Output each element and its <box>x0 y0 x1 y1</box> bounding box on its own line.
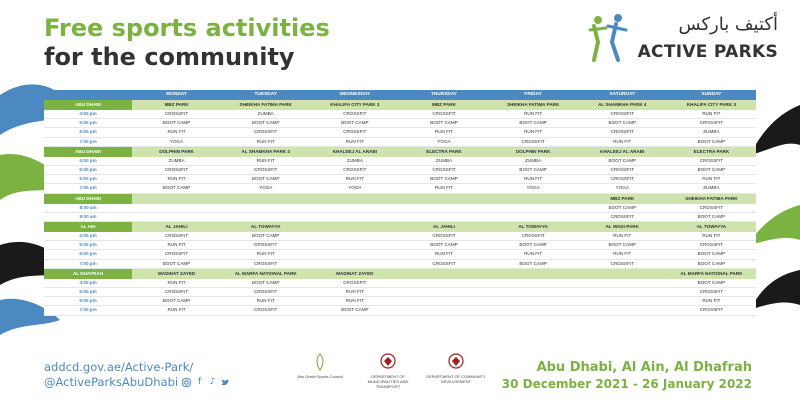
time-slot-row <box>44 306 756 315</box>
activity-cell: CROSSFIT <box>310 110 399 119</box>
activity-cell: RUN FIT <box>667 232 756 241</box>
time-slot-row <box>44 279 756 288</box>
activity-cell: RUN FIT <box>310 297 399 306</box>
day-header-saturday: SATURDAY <box>578 90 667 100</box>
activity-cell <box>399 306 488 315</box>
park-cell: SHEIKHA FATIMA PARK <box>667 193 756 204</box>
uae-falcon-emblem-icon <box>446 352 466 372</box>
park-cell: ELECTRA PARK <box>667 146 756 157</box>
corner-header-cell <box>44 90 132 100</box>
activity-cell: CROSSFIT <box>132 288 221 297</box>
time-slot-row <box>44 157 756 166</box>
time-label: 5:00 pm <box>44 166 132 175</box>
contact-block <box>44 360 230 390</box>
time-label: 4:00 pm <box>44 157 132 166</box>
activity-cell: ZUMBA <box>489 157 578 166</box>
running-figures-icon <box>588 12 632 64</box>
activity-cell: RUN FIT <box>310 175 399 184</box>
city-label: ABU DHABI <box>44 146 132 157</box>
activity-cell: BOOT CAMP <box>667 166 756 175</box>
sponsor-sports-council <box>290 352 350 400</box>
activity-cell <box>310 232 399 241</box>
activity-cell: CROSSFIT <box>310 128 399 137</box>
activity-cell <box>578 306 667 315</box>
time-slot-row <box>44 212 756 221</box>
activity-cell: RUN FIT <box>221 157 310 166</box>
activity-cell: BOOT CAMP <box>667 212 756 221</box>
activity-cell: BOOT CAMP <box>578 241 667 250</box>
activity-cell: BOOT CAMP <box>399 119 488 128</box>
activity-cell: YOGA <box>578 184 667 193</box>
activity-cell: CROSSFIT <box>489 137 578 146</box>
time-label: 6:00 pm <box>44 250 132 259</box>
activity-cell: BOOT CAMP <box>489 241 578 250</box>
time-slot-row <box>44 232 756 241</box>
time-label: 8:00 am <box>44 204 132 213</box>
time-slot-row <box>44 297 756 306</box>
activity-cell: CROSSFIT <box>221 306 310 315</box>
activity-cell <box>310 259 399 268</box>
activity-cell: CROSSFIT <box>667 241 756 250</box>
park-cell: KHALEEJ AL ARABI <box>310 146 399 157</box>
time-label: 6:00 pm <box>44 128 132 137</box>
activity-cell: RUN FIT <box>489 128 578 137</box>
activity-cell: RUN FIT <box>578 137 667 146</box>
activity-cell: YOGA <box>221 184 310 193</box>
activity-cell: BOOT CAMP <box>310 306 399 315</box>
activity-cell: CROSSFIT <box>221 166 310 175</box>
activity-cell: CROSSFIT <box>310 166 399 175</box>
park-cell <box>489 193 578 204</box>
activity-cell: BOOT CAMP <box>489 259 578 268</box>
activity-cell: RUN FIT <box>399 184 488 193</box>
event-dates: 30 December 2021 - 26 January 2022 <box>501 377 752 391</box>
activity-cell: RUN FIT <box>578 250 667 259</box>
activity-cell: ZUMBA <box>132 157 221 166</box>
activity-cell: RUN FIT <box>578 232 667 241</box>
page-title <box>44 14 330 72</box>
activity-cell <box>489 212 578 221</box>
park-cell: AL MARFA NATIONAL PARK <box>221 268 310 279</box>
activity-cell <box>221 212 310 221</box>
activity-cell: CROSSFIT <box>399 259 488 268</box>
activity-cell <box>489 306 578 315</box>
park-cell: AL JAHILI <box>399 222 488 233</box>
time-label: 7:00 pm <box>44 306 132 315</box>
park-cell: MBZ PARK <box>578 193 667 204</box>
sponsor-municipalities <box>358 352 418 400</box>
website-link[interactable]: addcd.gov.ae/Active-Park/ <box>44 360 194 374</box>
activity-cell: ZUMBA <box>310 157 399 166</box>
park-cell: AL WADI PARK <box>578 222 667 233</box>
park-cell: SHEIKHA FATIMA PARK <box>489 100 578 110</box>
park-cell: AL JAHILI <box>132 222 221 233</box>
time-label: 7:00 pm <box>44 259 132 268</box>
park-cell: AL TOWAYYA <box>667 222 756 233</box>
park-cell: AL TOWAYYA <box>489 222 578 233</box>
day-header-row <box>44 90 756 100</box>
activity-cell: CROSSFIT <box>578 259 667 268</box>
activity-cell <box>399 212 488 221</box>
park-cell <box>221 193 310 204</box>
activity-cell: CROSSFIT <box>578 128 667 137</box>
city-label: ABU DHABI <box>44 100 132 110</box>
activity-cell <box>489 288 578 297</box>
park-cell: KHALIFA CITY PARK 3 <box>310 100 399 110</box>
activity-cell: CROSSFIT <box>310 279 399 288</box>
activity-cell: CROSSFIT <box>667 119 756 128</box>
time-label: 5:00 pm <box>44 119 132 128</box>
time-label: 5:00 pm <box>44 288 132 297</box>
activity-cell: CROSSFIT <box>132 166 221 175</box>
activity-cell <box>310 204 399 213</box>
activity-cell: RUN FIT <box>132 306 221 315</box>
day-header-friday: FRIDAY <box>489 90 578 100</box>
time-label: 9:00 am <box>44 212 132 221</box>
city-label: AL AIN <box>44 222 132 233</box>
activity-cell <box>310 250 399 259</box>
activity-cell: BOOT CAMP <box>667 279 756 288</box>
activity-cell: CROSSFIT <box>132 250 221 259</box>
activity-cell: BOOT CAMP <box>489 166 578 175</box>
activity-cell: CROSSFIT <box>221 288 310 297</box>
park-cell <box>489 268 578 279</box>
facebook-icon[interactable]: f <box>197 377 202 387</box>
activity-cell: RUN FIT <box>667 110 756 119</box>
activity-cell: BOOT CAMP <box>667 259 756 268</box>
activity-cell: RUN FIT <box>221 250 310 259</box>
time-slot-row <box>44 110 756 119</box>
schedule-table <box>44 90 756 316</box>
activity-cell: YOGA <box>310 184 399 193</box>
time-slot-row <box>44 184 756 193</box>
time-label: 7:00 pm <box>44 184 132 193</box>
activity-cell: ZUMBA <box>399 157 488 166</box>
time-label: 5:00 pm <box>44 241 132 250</box>
activity-cell <box>578 279 667 288</box>
park-cell: ELECTRA PARK <box>399 146 488 157</box>
activity-cell: CROSSFIT <box>221 241 310 250</box>
time-slot-row <box>44 204 756 213</box>
activity-cell: CROSSFIT <box>489 232 578 241</box>
time-slot-row <box>44 288 756 297</box>
city-label: AL DHAFRAH <box>44 268 132 279</box>
activity-cell <box>310 241 399 250</box>
day-header-monday: MONDAY <box>132 90 221 100</box>
time-label: 6:00 pm <box>44 297 132 306</box>
park-cell: MBZ PARK <box>399 100 488 110</box>
activity-cell: RUN FIT <box>310 137 399 146</box>
activity-cell: BOOT CAMP <box>221 175 310 184</box>
activity-cell: RUN FIT <box>667 297 756 306</box>
park-cell: AL SHAMKHA PARK 4 <box>578 100 667 110</box>
activity-cell: BOOT CAMP <box>221 232 310 241</box>
activity-cell: CROSSFIT <box>132 110 221 119</box>
social-handle[interactable]: @ActiveParksAbuDhabi <box>44 375 179 389</box>
time-label: 6:00 pm <box>44 175 132 184</box>
activity-cell: CROSSFIT <box>399 110 488 119</box>
activity-cell: ZUMBA <box>221 110 310 119</box>
park-cell <box>310 222 399 233</box>
day-header-wednesday: WEDNESDAY <box>310 90 399 100</box>
activity-cell <box>310 212 399 221</box>
activity-cell: BOOT CAMP <box>578 204 667 213</box>
activity-cell: CROSSFIT <box>667 157 756 166</box>
park-cell <box>399 268 488 279</box>
sports-council-emblem-icon <box>310 352 330 372</box>
logo-english-text: ACTIVE PARKS <box>637 42 778 62</box>
activity-cell: RUN FIT <box>132 241 221 250</box>
activity-cell: BOOT CAMP <box>578 157 667 166</box>
activity-cell: CROSSFIT <box>578 110 667 119</box>
park-cell: AL MARFA NATIONAL PARK <box>667 268 756 279</box>
activity-cell <box>489 204 578 213</box>
activity-cell <box>399 279 488 288</box>
time-slot-row <box>44 166 756 175</box>
activity-cell <box>399 297 488 306</box>
city-row <box>44 193 756 204</box>
park-cell <box>132 193 221 204</box>
event-locations: Abu Dhabi, Al Ain, Al Dhafrah <box>536 360 752 375</box>
activity-cell <box>132 204 221 213</box>
activity-cell: BOOT CAMP <box>310 119 399 128</box>
activity-cell: BOOT CAMP <box>667 137 756 146</box>
activity-cell: CROSSFIT <box>667 288 756 297</box>
activity-cell: BOOT CAMP <box>132 297 221 306</box>
activity-cell: CROSSFIT <box>667 306 756 315</box>
time-slot-row <box>44 119 756 128</box>
park-cell: MADINAT ZAYED <box>132 268 221 279</box>
instagram-icon[interactable] <box>182 378 191 387</box>
time-label: 4:00 pm <box>44 232 132 241</box>
park-cell: SHEIKHA FATIMA PARK <box>221 100 310 110</box>
time-slot-row <box>44 241 756 250</box>
activity-cell: BOOT CAMP <box>399 175 488 184</box>
park-cell: DOLPHIN PARK <box>489 146 578 157</box>
activity-cell: YOGA <box>399 137 488 146</box>
time-label: 4:00 pm <box>44 279 132 288</box>
activity-cell: BOOT CAMP <box>489 119 578 128</box>
park-cell <box>310 193 399 204</box>
sponsor-caption: DEPARTMENT OF COMMUNITY DEVELOPMENT <box>426 374 486 384</box>
city-row <box>44 222 756 233</box>
tiktok-icon[interactable]: ♪ <box>209 377 216 387</box>
time-label: 4:00 pm <box>44 110 132 119</box>
activity-cell: YOGA <box>489 184 578 193</box>
active-parks-logo <box>588 8 778 72</box>
activity-cell <box>489 279 578 288</box>
activity-cell: BOOT CAMP <box>578 119 667 128</box>
activity-cell: BOOT CAMP <box>132 259 221 268</box>
time-slot-row <box>44 137 756 146</box>
city-row <box>44 146 756 157</box>
activity-cell <box>132 212 221 221</box>
activity-cell: ZUMBA <box>667 184 756 193</box>
activity-cell: RUN FIT <box>399 250 488 259</box>
activity-cell <box>221 204 310 213</box>
activity-cell: RUN FIT <box>132 279 221 288</box>
activity-cell: RUN FIT <box>132 175 221 184</box>
activity-cell: CROSSFIT <box>132 232 221 241</box>
park-cell <box>399 193 488 204</box>
twitter-icon[interactable] <box>221 378 230 387</box>
activity-cell: RUN FIT <box>399 128 488 137</box>
park-cell: MBZ PARK <box>132 100 221 110</box>
park-cell: AL TOWAYYA <box>221 222 310 233</box>
day-header-sunday: SUNDAY <box>667 90 756 100</box>
activity-cell: RUN FIT <box>489 110 578 119</box>
day-header-tuesday: TUESDAY <box>221 90 310 100</box>
park-cell <box>578 268 667 279</box>
park-cell: KHALEEJ AL ARABI <box>578 146 667 157</box>
time-slot-row <box>44 250 756 259</box>
activity-cell: BOOT CAMP <box>132 119 221 128</box>
activity-cell: BOOT CAMP <box>221 279 310 288</box>
activity-cell: RUN FIT <box>489 175 578 184</box>
sponsor-caption: DEPARTMENT OF MUNICIPALITIES AND TRANSPORT <box>367 374 409 389</box>
activity-cell: RUN FIT <box>132 128 221 137</box>
activity-cell: RUN FIT <box>310 288 399 297</box>
title-line-2: for the community <box>44 42 295 71</box>
activity-cell: RUN FIT <box>489 250 578 259</box>
uae-falcon-emblem-icon <box>378 352 398 372</box>
activity-cell: BOOT CAMP <box>667 250 756 259</box>
park-cell: MADINAT ZAYED <box>310 268 399 279</box>
activity-cell: RUN FIT <box>221 137 310 146</box>
activity-cell: RUN FIT <box>221 297 310 306</box>
logo-arabic-text: أكتيف باركس <box>678 14 778 35</box>
title-line-1: Free sports activities <box>44 14 330 42</box>
sponsor-caption: Abu Dhabi Sports Council <box>297 374 343 379</box>
city-label: ABU DHABI <box>44 193 132 204</box>
activity-cell: CROSSFIT <box>399 232 488 241</box>
activity-cell <box>578 297 667 306</box>
sponsor-logos <box>290 352 490 400</box>
time-slot-row <box>44 175 756 184</box>
activity-cell: BOOT CAMP <box>132 184 221 193</box>
activity-cell <box>578 288 667 297</box>
activity-cell <box>399 288 488 297</box>
sponsor-community-development <box>426 352 486 400</box>
activity-cell <box>489 297 578 306</box>
social-row <box>44 375 230 390</box>
activity-cell: CROSSFIT <box>221 128 310 137</box>
time-label: 7:00 pm <box>44 137 132 146</box>
activity-cell: ZUMBA <box>667 128 756 137</box>
activity-cell: CROSSFIT <box>578 212 667 221</box>
activity-cell <box>399 204 488 213</box>
day-header-thursday: THURSDAY <box>399 90 488 100</box>
time-slot-row <box>44 128 756 137</box>
activity-cell: BOOT CAMP <box>399 241 488 250</box>
time-slot-row <box>44 259 756 268</box>
event-details <box>502 360 752 392</box>
activity-cell: CROSSFIT <box>578 166 667 175</box>
activity-cell: CROSSFIT <box>399 166 488 175</box>
park-cell: DOLPHIN PARK <box>132 146 221 157</box>
city-row <box>44 100 756 110</box>
activity-cell: RUN FIT <box>667 175 756 184</box>
park-cell: KHALIFA CITY PARK 3 <box>667 100 756 110</box>
activity-cell: CROSSFIT <box>667 204 756 213</box>
activity-cell: BOOT CAMP <box>221 119 310 128</box>
activity-cell: CROSSFIT <box>221 259 310 268</box>
activity-cell: YOGA <box>132 137 221 146</box>
park-cell: AL SHAMKHA PARK 4 <box>221 146 310 157</box>
city-row <box>44 268 756 279</box>
activity-cell: CROSSFIT <box>578 175 667 184</box>
